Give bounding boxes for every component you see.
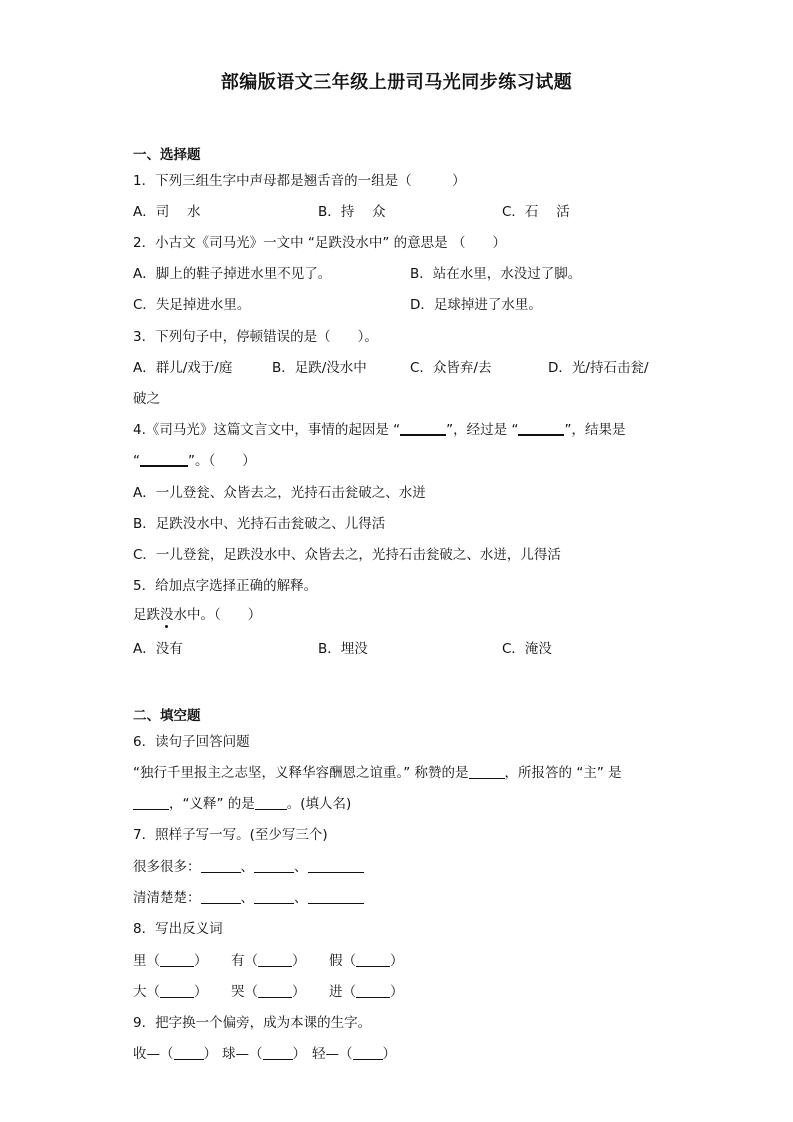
antonym-item: 大（ ） (133, 984, 208, 1000)
question-2-option-c: C．失足掉进水里。 (133, 297, 251, 313)
antonym-item: 进（ ） (329, 984, 404, 1000)
section-heading-choice: 一、选择题 (133, 147, 201, 163)
blank-underline (400, 421, 446, 436)
blank-underline (356, 983, 390, 998)
question-4-stem-line1: 4.《司马光》这篇文言文中，事情的起因是 “ ”，经过是 “ ”，结果是 (133, 422, 626, 438)
blank-underline (263, 1045, 293, 1060)
blank-underline (133, 795, 169, 810)
question-5-option-a: A．没有 (133, 641, 183, 657)
question-1-stem: 1．下列三组生字中声母都是翘舌音的一组是（ ） (133, 173, 466, 189)
antonym-item: 里（ ） (133, 953, 208, 969)
question-4-option-a: A．一儿登瓮、众皆去之，光持石击瓮破之、水迸 (133, 485, 426, 501)
blank-underline (469, 764, 505, 779)
antonym-item: 有（ ） (231, 953, 306, 969)
question-5-sentence: 足跌没水中。（ ） (133, 607, 262, 623)
blank-underline (160, 952, 194, 967)
question-3-option-b: B．足跌/没水中 (272, 360, 367, 376)
blank-underline (254, 858, 294, 873)
blank-underline (140, 452, 188, 467)
question-2-stem: 2．小古文《司马光》一文中 “足跌没水中” 的意思是 （ ） (133, 235, 506, 251)
question-4-option-b: B．足跌没水中、光持石击瓮破之、儿得活 (133, 516, 386, 532)
page-title: 部编版语文三年级上册司马光同步练习试题 (220, 72, 573, 93)
question-3-stem: 3．下列句子中，停顿错误的是（ ）。 (133, 329, 378, 345)
question-2-option-b: B．站在水里，水没过了脚。 (410, 266, 582, 282)
question-3-option-d: D．光/持石击瓮/ (548, 360, 649, 376)
question-6-line1: “独行千里报主之志坚，义释华容酬恩之谊重。” 称赞的是 ，所报答的 “主” 是 (133, 765, 622, 781)
question-1-option-a: A．司 水 (133, 204, 201, 220)
question-2-option-d: D．足球掉进了水里。 (410, 297, 542, 313)
blank-underline (174, 1045, 204, 1060)
question-4-option-c: C．一儿登瓮，足跌没水中、众皆去之，光持石击瓮破之、水迸，儿得活 (133, 547, 561, 563)
blank-underline (308, 858, 364, 873)
question-7-stem: 7．照样子写一写。(至少写三个) (133, 827, 328, 843)
blank-underline (353, 1045, 383, 1060)
antonym-item: 哭（ ） (231, 984, 306, 1000)
question-6-stem: 6．读句子回答问题 (133, 734, 250, 750)
blank-underline (518, 421, 564, 436)
blank-underline (308, 889, 364, 904)
question-2-option-a: A．脚上的鞋子掉进水里不见了。 (133, 266, 332, 282)
radical-item: 收—（ ） (133, 1046, 217, 1062)
question-5-stem: 5．给加点字选择正确的解释。 (133, 578, 318, 594)
blank-underline (201, 889, 241, 904)
question-8-stem: 8．写出反义词 (133, 921, 223, 937)
antonym-item: 假（ ） (329, 953, 404, 969)
question-3-option-c: C．众皆弃/去 (410, 360, 492, 376)
question-7-example-1: 很多很多： 、 、 (133, 858, 364, 876)
blank-underline (201, 858, 241, 873)
question-5-option-b: B．埋没 (318, 641, 368, 657)
blank-underline (160, 983, 194, 998)
blank-underline (258, 983, 292, 998)
question-4-stem-line2: “ ”。（ ） (133, 453, 256, 469)
question-5-option-c: C．淹没 (502, 641, 552, 657)
blank-underline (254, 889, 294, 904)
blank-underline (255, 795, 287, 810)
question-7-example-2: 清清楚楚： 、 、 (133, 889, 364, 907)
question-9-stem: 9．把字换一个偏旁，成为本课的生字。 (133, 1015, 372, 1031)
radical-item: 球—（ ） (222, 1046, 306, 1062)
section-heading-fill: 二、填空题 (133, 708, 201, 724)
question-6-line2: ，“义释” 的是 。(填人名) (133, 795, 351, 813)
radical-item: 轻—（ ） (312, 1046, 396, 1062)
question-3-option-d-continued: 破之 (133, 391, 160, 407)
blank-underline (356, 952, 390, 967)
emphasis-dot-char: 没 (160, 607, 174, 623)
question-1-option-b: B．持 众 (318, 204, 386, 220)
blank-underline (258, 952, 292, 967)
question-3-option-a: A．群儿/戏于/庭 (133, 360, 233, 376)
question-1-option-c: C．石 活 (502, 204, 570, 220)
